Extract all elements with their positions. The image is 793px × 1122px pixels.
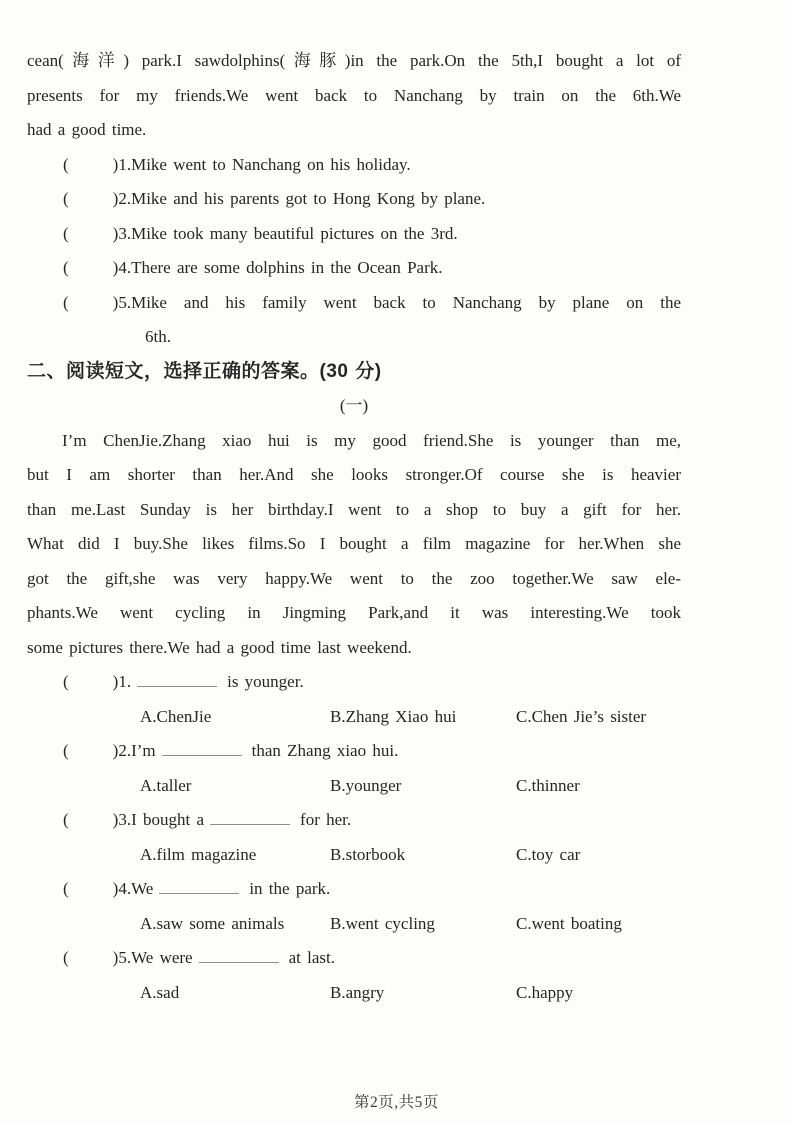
- passage-line: got the gift,she was very happy.We went to the zoo together.We saw ele-: [27, 568, 681, 588]
- question-text: Mike and his family went back to Nanchang by plane on the: [131, 292, 681, 312]
- answer-paren-close: ): [112, 810, 119, 829]
- option-c: C.toy car: [516, 844, 581, 864]
- answer-blank: [137, 669, 217, 687]
- question-number: 5.: [118, 948, 132, 967]
- question-number: 2.: [118, 189, 132, 208]
- option-c: C.went boating: [516, 913, 622, 933]
- answer-paren-open: (: [63, 154, 69, 174]
- passage-line: but I am shorter than her.And she looks stronger.Of course she is heavier: [27, 465, 681, 484]
- answer-paren-open: (: [63, 258, 69, 277]
- option-a: A.saw some animals: [140, 913, 285, 933]
- page-content: [27, 44, 681, 1010]
- answer-paren-close: ): [112, 258, 119, 277]
- answer-paren-close: ): [112, 672, 119, 691]
- question-number: 5.: [118, 292, 132, 312]
- option-b: B.angry: [330, 982, 385, 1002]
- answer-paren-open: (: [63, 672, 69, 691]
- answer-blank: [159, 876, 239, 894]
- option-a: A.film magazine: [140, 844, 257, 864]
- passage-line: presents for my friends.We went back to Nanchang by train on the 6th.We: [27, 85, 681, 105]
- question-number: 3.: [118, 223, 132, 243]
- answer-paren-close: ): [112, 948, 119, 967]
- tf-question-5-continuation: 6th.: [145, 327, 171, 346]
- answer-blank: [199, 945, 279, 963]
- option-a: A.ChenJie: [140, 706, 212, 726]
- question-number: 4.: [118, 258, 132, 277]
- answer-paren-close: ): [112, 292, 119, 312]
- question-pre-text: We: [131, 879, 154, 898]
- question-text: Mike took many beautiful pictures on the 3rd.: [131, 223, 458, 243]
- passage-line: cean(海洋) park.I sawdolphins(海豚)in the park.On the 5th,I bought a lot of: [27, 51, 681, 70]
- question-post-text: is younger.: [227, 672, 304, 691]
- answer-paren-open: (: [63, 223, 69, 243]
- passage-line: I’m ChenJie.Zhang xiao hui is my good friend.She is younger than me,: [62, 430, 681, 450]
- question-post-text: at last.: [288, 948, 335, 967]
- question-number: 1.: [118, 672, 132, 691]
- passage-subheading: (一): [339, 396, 369, 415]
- tf-question-1: [27, 148, 681, 183]
- question-pre-text: We were: [131, 948, 193, 967]
- mc-question-5: [27, 941, 681, 976]
- mc-question-1-options: [27, 700, 681, 735]
- mc-question-4-options: [27, 907, 681, 942]
- mc-question-2: [27, 734, 681, 769]
- question-number: 1.: [118, 154, 132, 174]
- mc-question-5-options: [27, 976, 681, 1011]
- answer-paren-close: ): [112, 189, 119, 208]
- passage-line: had a good time.: [27, 120, 147, 139]
- question-number: 4.: [118, 879, 132, 898]
- tf-question-3: [27, 217, 681, 252]
- question-post-text: in the park.: [249, 879, 331, 898]
- tf-question-4: [27, 251, 681, 286]
- answer-blank: [162, 738, 242, 756]
- answer-paren-close: ): [112, 879, 119, 898]
- question-number: 3.: [118, 810, 132, 829]
- passage-line: some pictures there.We had a good time last weekend.: [27, 637, 412, 657]
- mc-question-4: [27, 872, 681, 907]
- mc-question-2-options: [27, 769, 681, 804]
- question-text: Mike went to Nanchang on his holiday.: [131, 154, 411, 174]
- option-b: B.went cycling: [330, 913, 435, 933]
- answer-paren-open: (: [63, 948, 69, 967]
- answer-paren-close: ): [112, 741, 119, 760]
- tf-question-5: [27, 286, 681, 321]
- answer-paren-close: ): [112, 223, 119, 243]
- mc-question-3-options: [27, 838, 681, 873]
- option-b: B.storbook: [330, 844, 406, 864]
- answer-paren-close: ): [112, 154, 119, 174]
- mc-question-1: [27, 665, 681, 700]
- section-heading: 二、阅读短文，选择正确的答案。(30 分): [27, 360, 382, 382]
- passage-line: than me.Last Sunday is her birthday.I went to a shop to buy a gift for her.: [27, 499, 681, 519]
- question-pre-text: I bought a: [131, 810, 205, 829]
- answer-paren-open: (: [63, 292, 69, 312]
- passage-line: What did I buy.She likes films.So I bought a film magazine for her.When she: [27, 534, 681, 553]
- option-c: C.Chen Jie’s sister: [516, 706, 647, 726]
- question-text: There are some dolphins in the Ocean Park.: [131, 258, 443, 277]
- option-a: A.taller: [140, 775, 192, 795]
- tf-question-2: [27, 182, 681, 217]
- question-number: 2.: [118, 741, 132, 760]
- question-post-text: for her.: [300, 810, 352, 829]
- option-b: B.Zhang Xiao hui: [330, 706, 457, 726]
- page-number-footer: 第2页,共5页: [354, 1094, 439, 1111]
- option-c: C.happy: [516, 982, 574, 1002]
- answer-paren-open: (: [63, 741, 69, 760]
- question-pre-text: I’m: [131, 741, 156, 760]
- mc-question-3: [27, 803, 681, 838]
- answer-paren-open: (: [63, 879, 69, 898]
- option-c: C.thinner: [516, 775, 580, 795]
- answer-paren-open: (: [63, 810, 69, 829]
- passage-line: phants.We went cycling in Jingming Park,and it was interesting.We took: [27, 603, 681, 622]
- option-a: A.sad: [140, 982, 180, 1002]
- question-text: Mike and his parents got to Hong Kong by plane.: [131, 189, 486, 208]
- option-b: B.younger: [330, 775, 402, 795]
- question-post-text: than Zhang xiao hui.: [251, 741, 399, 760]
- answer-paren-open: (: [63, 189, 69, 208]
- answer-blank: [210, 807, 290, 825]
